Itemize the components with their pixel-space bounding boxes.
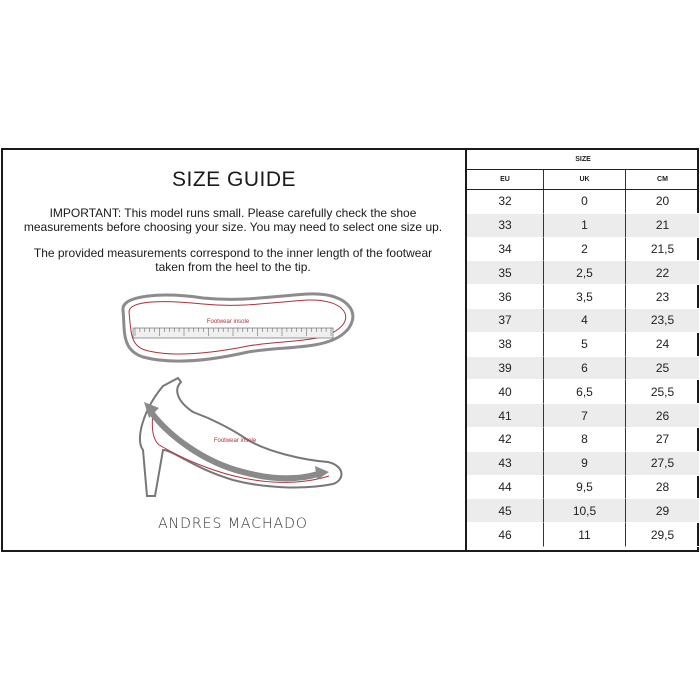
uk-size-cell: 2 bbox=[543, 238, 625, 262]
measurement-note: The provided measurements correspond to the inner length of the footwear taken from the heel to the tip. bbox=[33, 246, 433, 274]
table-row bbox=[467, 357, 699, 381]
uk-size-cell: 0 bbox=[543, 190, 625, 214]
important-note: IMPORTANT: This model runs small. Please carefully check the shoe measurements before choosing your size. You may need to select one size up. bbox=[23, 206, 443, 234]
column-header-cm: CM bbox=[625, 170, 699, 189]
table-row bbox=[467, 404, 699, 428]
size-table bbox=[465, 150, 699, 550]
table-row bbox=[467, 499, 699, 523]
cm-length-cell: 29,5 bbox=[625, 523, 699, 547]
column-header-uk: UK bbox=[543, 170, 625, 189]
insole-label-top: Footwear insole bbox=[206, 319, 250, 325]
table-row bbox=[467, 309, 699, 333]
cm-length-cell: 25 bbox=[625, 357, 699, 381]
measurement-arrow bbox=[151, 412, 318, 478]
column-headers bbox=[467, 170, 699, 190]
insole-illustration bbox=[3, 150, 465, 550]
uk-size-cell: 6,5 bbox=[543, 380, 625, 404]
uk-size-cell: 9,5 bbox=[543, 476, 625, 500]
uk-size-cell: 9 bbox=[543, 452, 625, 476]
cm-length-cell: 25,5 bbox=[625, 380, 699, 404]
insole-label-shoe: Footwear insole bbox=[213, 438, 257, 444]
uk-size-cell: 4 bbox=[543, 309, 625, 333]
cm-length-cell: 27 bbox=[625, 428, 699, 452]
cm-length-cell: 21 bbox=[625, 214, 699, 238]
size-guide-panel bbox=[1, 148, 699, 552]
uk-size-cell: 10,5 bbox=[543, 499, 625, 523]
cm-length-cell: 24 bbox=[625, 333, 699, 357]
eu-size-cell: 46 bbox=[467, 523, 543, 547]
cm-length-cell: 26 bbox=[625, 404, 699, 428]
cm-length-cell: 27,5 bbox=[625, 452, 699, 476]
guide-left-panel bbox=[3, 150, 465, 550]
table-row bbox=[467, 428, 699, 452]
cm-length-cell: 23,5 bbox=[625, 309, 699, 333]
table-row bbox=[467, 523, 699, 547]
cm-length-cell: 28 bbox=[625, 476, 699, 500]
eu-size-cell: 32 bbox=[467, 190, 543, 214]
eu-size-cell: 34 bbox=[467, 238, 543, 262]
table-row bbox=[467, 238, 699, 262]
eu-size-cell: 33 bbox=[467, 214, 543, 238]
eu-size-cell: 39 bbox=[467, 357, 543, 381]
eu-size-cell: 42 bbox=[467, 428, 543, 452]
eu-size-cell: 43 bbox=[467, 452, 543, 476]
uk-size-cell: 1 bbox=[543, 214, 625, 238]
cm-length-cell: 22 bbox=[625, 261, 699, 285]
table-row bbox=[467, 261, 699, 285]
ruler bbox=[133, 328, 333, 338]
column-header-eu: EU bbox=[500, 176, 510, 183]
table-row bbox=[467, 476, 699, 500]
uk-size-cell: 2,5 bbox=[543, 261, 625, 285]
eu-size-cell: 36 bbox=[467, 285, 543, 309]
uk-size-cell: 7 bbox=[543, 404, 625, 428]
size-table-header bbox=[467, 150, 699, 170]
brand-logo: ANDRES MACHADO bbox=[158, 516, 308, 532]
guide-title: SIZE GUIDE bbox=[171, 168, 297, 191]
table-row bbox=[467, 285, 699, 309]
eu-size-cell: 35 bbox=[467, 261, 543, 285]
uk-size-cell: 6 bbox=[543, 357, 625, 381]
uk-size-cell: 3,5 bbox=[543, 285, 625, 309]
eu-size-cell: 40 bbox=[467, 380, 543, 404]
eu-size-cell: 44 bbox=[467, 476, 543, 500]
uk-size-cell: 11 bbox=[543, 523, 625, 547]
uk-size-cell: 5 bbox=[543, 333, 625, 357]
uk-size-cell: 8 bbox=[543, 428, 625, 452]
table-row bbox=[467, 190, 699, 214]
insole-outline-top-view bbox=[123, 294, 353, 361]
cm-length-cell: 20 bbox=[625, 190, 699, 214]
eu-size-cell: 45 bbox=[467, 499, 543, 523]
eu-size-cell: 41 bbox=[467, 404, 543, 428]
cm-length-cell: 23 bbox=[625, 285, 699, 309]
table-row bbox=[467, 333, 699, 357]
cm-length-cell: 21,5 bbox=[625, 238, 699, 262]
eu-size-cell: 37 bbox=[467, 309, 543, 333]
cm-length-cell: 29 bbox=[625, 499, 699, 523]
eu-size-cell: 38 bbox=[467, 333, 543, 357]
table-row bbox=[467, 214, 699, 238]
table-row bbox=[467, 380, 699, 404]
size-header-label: SIZE bbox=[575, 156, 591, 163]
table-row bbox=[467, 452, 699, 476]
